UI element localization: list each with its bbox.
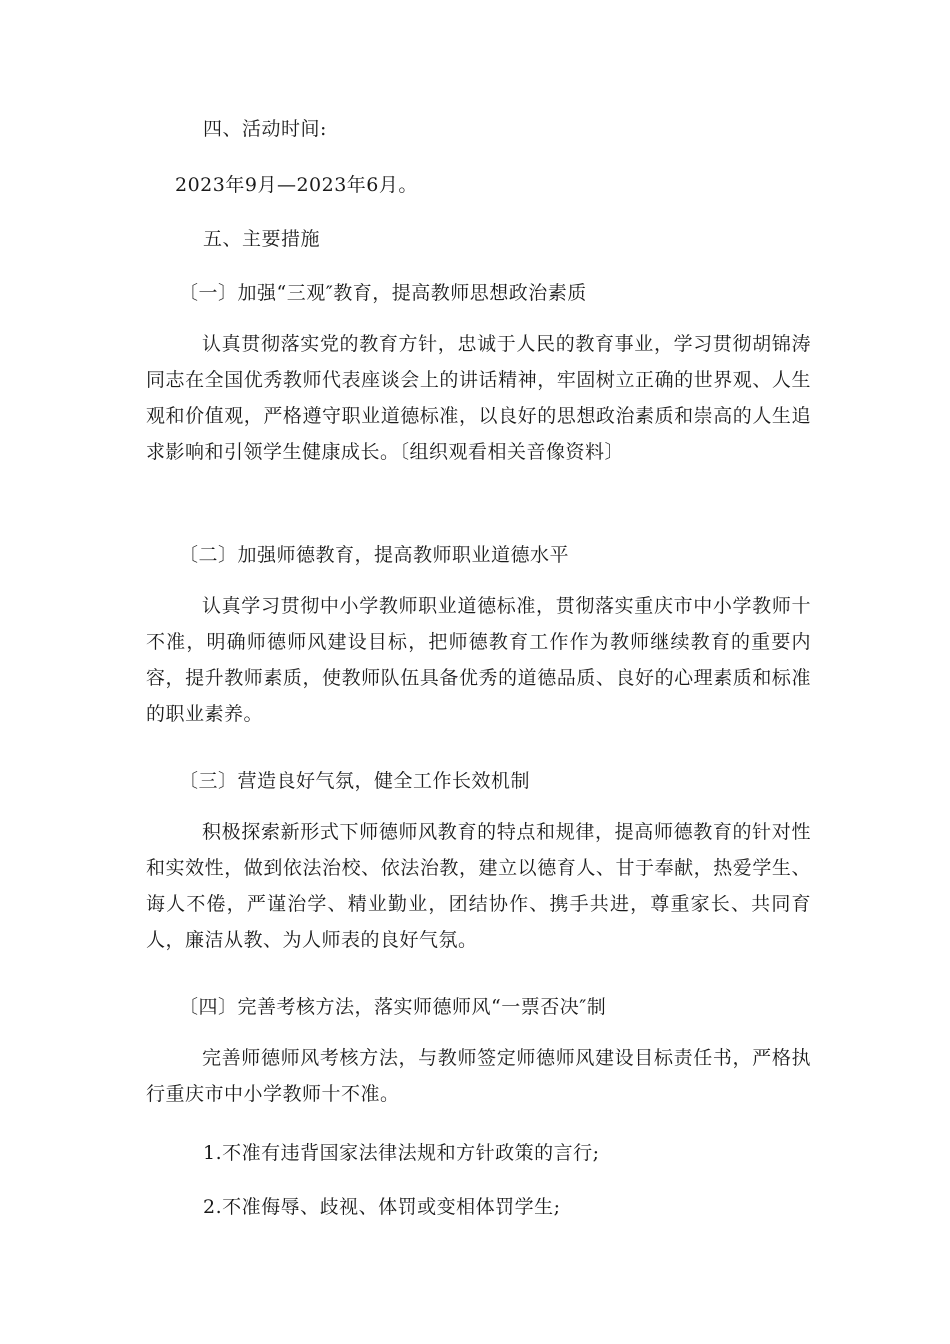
rule-item: 2.不准侮辱、歧视、体罚或变相体罚学生; bbox=[203, 1196, 561, 1218]
subsection1-body: 认真贯彻落实党的教育方针，忠诚于人民的教育事业，学习贯彻胡锦涛同志在全国优秀教师代表座谈会上的讲话精神，牢固树立正确的世界观、人生观和价值观，严格遵守职业道德标准，以良好的思想政治素质和崇高的人生追求影响和引领学生健康成长。〔组织观看相关音像资料〕 bbox=[146, 333, 811, 463]
rule-item: 1.不准有违背国家法律法规和方针政策的言行; bbox=[203, 1142, 600, 1164]
subsection2-body: 认真学习贯彻中小学教师职业道德标准，贯彻落实重庆市中小学教师十不准，明确师德师风建设目标，把师德教育工作作为教师继续教育的重要内容，提升教师素质，使教师队伍具备优秀的道德品质、良好的心理素质和标准的职业素养。 bbox=[146, 595, 811, 725]
subsection4-heading: 〔四〕完善考核方法，落实师德师风“一票否决″制 bbox=[179, 996, 607, 1018]
subsection3-heading: 〔三〕营造良好气氛，健全工作长效机制 bbox=[179, 770, 531, 792]
subsection3-body: 积极探索新形式下师德师风教育的特点和规律，提高师德教育的针对性和实效性，做到依法治校、依法治教，建立以德育人、甘于奉献，热爱学生、诲人不倦，严谨治学、精业勤业，团结协作、携手共进，尊重家长、共同育人，廉洁从教、为人师表的良好气氛。 bbox=[146, 821, 811, 951]
subsection2-heading: 〔二〕加强师德教育，提高教师职业道德水平 bbox=[179, 544, 570, 566]
section4-heading: 四、活动时间: bbox=[203, 118, 327, 140]
section4-period: 2023年9月—2023年6月。 bbox=[175, 174, 418, 196]
subsection4-body: 完善师德师风考核方法，与教师签定师德师风建设目标责任书，严格执行重庆市中小学教师十不准。 bbox=[146, 1047, 811, 1105]
section5-heading: 五、主要措施 bbox=[203, 228, 321, 250]
subsection1-heading: 〔一〕加强“三观″教育，提高教师思想政治素质 bbox=[179, 282, 587, 304]
